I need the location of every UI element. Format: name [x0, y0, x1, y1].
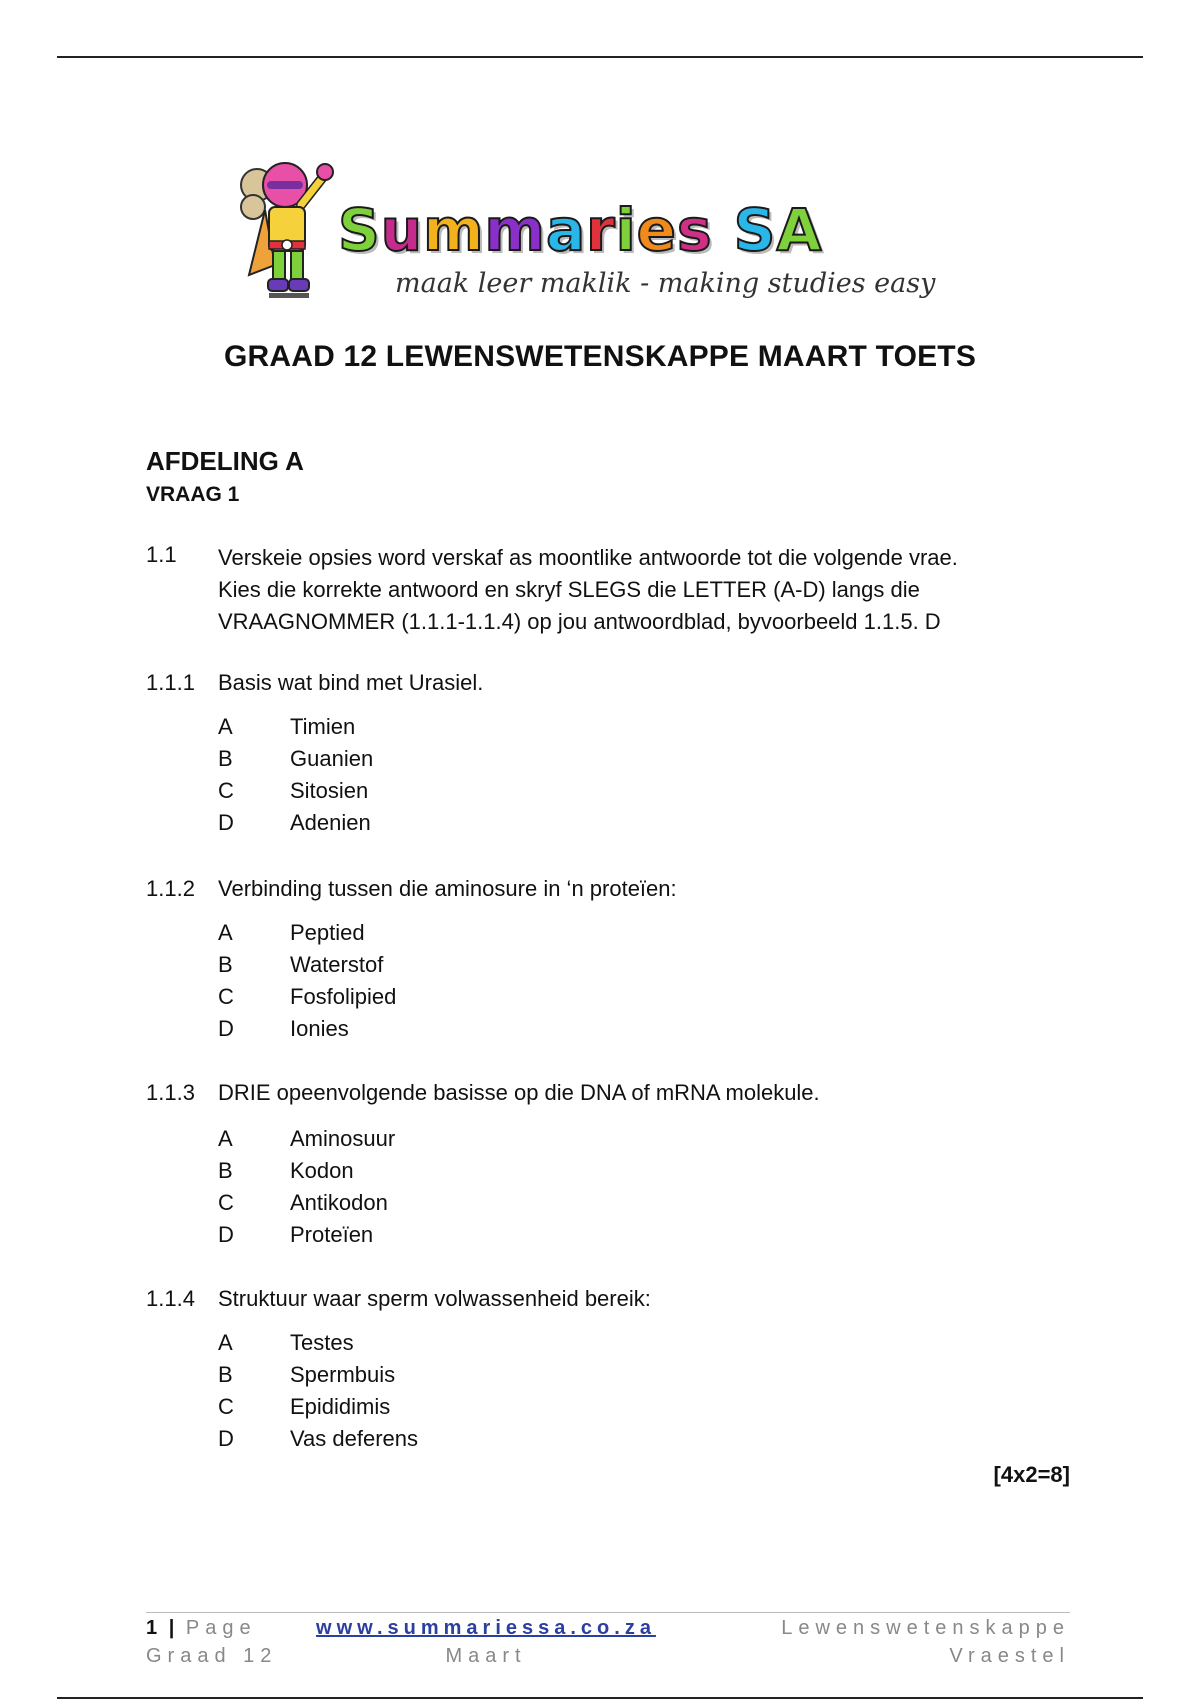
logo-tagline: maak leer maklik - making studies easy [395, 268, 936, 299]
question-text: Basis wat bind met Urasiel. [218, 670, 484, 695]
mascot-icon [235, 155, 345, 305]
logo-letter [712, 196, 733, 264]
option-letter: C [218, 1190, 234, 1215]
page-separator: | [168, 1617, 175, 1639]
option-text: Fosfolipied [290, 984, 397, 1009]
option-letter: D [218, 1222, 234, 1247]
logo-letter: s [676, 196, 713, 264]
logo [235, 155, 995, 305]
question-text: DRIE opeenvolgende basisse op die DNA of mRNA molekule. [218, 1080, 820, 1105]
bottom-rule [57, 1697, 1143, 1699]
option-letter: C [218, 984, 234, 1009]
option-text: Antikodon [290, 1190, 388, 1215]
footer-center [286, 1614, 686, 1670]
footer-right [781, 1614, 1070, 1670]
option-text: Sitosien [290, 778, 369, 803]
option-letter: A [218, 920, 233, 945]
intro-number: 1.1 [146, 542, 177, 567]
option-letter: A [218, 714, 233, 739]
logo-letter: a [545, 196, 587, 264]
question-text: Verbinding tussen die aminosure in ‘n proteïen: [218, 876, 677, 901]
header-rule [57, 56, 1143, 58]
page-number: 1 [146, 1617, 158, 1639]
logo-letter: m [484, 196, 546, 264]
option-text: Spermbuis [290, 1362, 396, 1387]
footer-grade: Graad 12 [146, 1645, 278, 1667]
option-text: Epididimis [290, 1394, 391, 1419]
question-text: Struktuur waar sperm volwassenheid bereik: [218, 1286, 651, 1311]
option-letter: B [218, 1158, 233, 1183]
logo-letter: u [380, 196, 424, 264]
footer-paper: Vraestel [949, 1645, 1070, 1667]
document-title: GRAAD 12 LEWENSWETENSKAPPE MAART TOETS [223, 340, 977, 373]
logo-letter: S [338, 196, 381, 264]
logo-letter: r [586, 196, 616, 264]
option-text: Peptied [290, 920, 365, 945]
option-letter: B [218, 1362, 233, 1387]
option-letter: A [218, 1330, 233, 1355]
footer-subject: Lewenswetenskappe [781, 1617, 1070, 1639]
option-text: Adenien [290, 810, 371, 835]
intro-text [218, 542, 1078, 638]
option-letter: D [218, 810, 234, 835]
option-letter: C [218, 1394, 234, 1419]
option-text: Timien [290, 714, 356, 739]
option-text: Kodon [290, 1158, 354, 1183]
option-letter: C [218, 778, 234, 803]
option-letter: D [218, 1426, 234, 1451]
question-heading: VRAAG 1 [146, 483, 240, 506]
option-letter: B [218, 952, 233, 977]
option-letter: D [218, 1016, 234, 1041]
marks-total: [4x2=8] [993, 1462, 1070, 1487]
intro-line: Verskeie opsies word verskaf as moontlike antwoorde tot die volgende vrae. [218, 545, 958, 570]
footer-month: Maart [445, 1645, 527, 1667]
option-text: Ionies [290, 1016, 349, 1041]
option-letter: B [218, 746, 233, 771]
logo-letter: A [776, 196, 823, 264]
question-number: 1.1.3 [146, 1080, 195, 1105]
section-heading: AFDELING A [146, 446, 304, 476]
question-number: 1.1.1 [146, 670, 195, 695]
footer-rule [146, 1612, 1070, 1613]
logo-letter: m [423, 196, 485, 264]
option-text: Vas deferens [290, 1426, 419, 1451]
logo-letter: i [615, 196, 637, 264]
page-label: Page [185, 1617, 257, 1639]
logo-letter: S [733, 196, 777, 264]
option-text: Waterstof [290, 952, 384, 977]
website-link[interactable]: www.summariessa.co.za [316, 1617, 656, 1639]
option-text: Guanien [290, 746, 374, 771]
option-text: Testes [290, 1330, 354, 1355]
intro-line: VRAAGNOMMER (1.1.1-1.1.4) op jou antwoordblad, byvoorbeeld 1.1.5. D [218, 609, 941, 634]
logo-wordmark [338, 196, 823, 264]
option-text: Proteïen [290, 1222, 374, 1247]
question-number: 1.1.4 [146, 1286, 195, 1311]
option-text: Aminosuur [290, 1126, 396, 1151]
option-letter: A [218, 1126, 233, 1151]
logo-letter: e [636, 196, 677, 264]
footer-left [146, 1614, 277, 1670]
question-number: 1.1.2 [146, 876, 195, 901]
intro-line: Kies die korrekte antwoord en skryf SLEGS die LETTER (A-D) langs die [218, 577, 920, 602]
